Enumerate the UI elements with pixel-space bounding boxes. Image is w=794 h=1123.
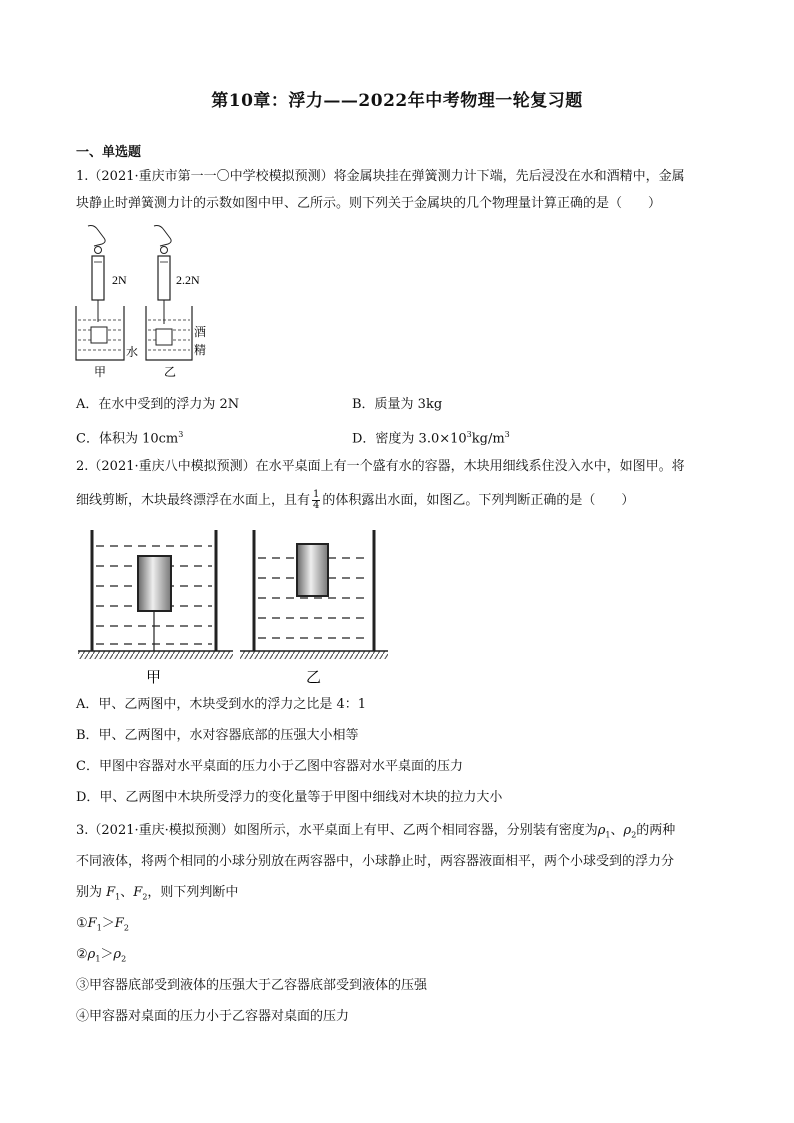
q2-right-caption: 乙 xyxy=(306,668,322,686)
q2-option-a: A．甲、乙两图中，木块受到水的浮力之比是 4：1 xyxy=(76,697,367,712)
q3-text-line-1: 3.（2021·重庆·模拟预测）如图所示，水平桌面上有甲、乙两个相同容器，分别装有密度为$\rho_1$、$\rho_2$的两种 xyxy=(76,823,676,840)
q1-figure xyxy=(72,222,222,382)
q1-left-reading: 2N xyxy=(112,273,127,287)
q1-left-liquid: 水 xyxy=(126,345,139,359)
q3-text-line-3: 别为 $F_1$、$F_2$，则下列判断中 xyxy=(76,885,239,902)
q1-right-liquid-1: 酒 xyxy=(194,325,207,339)
q1-left-setup xyxy=(76,226,124,361)
section-heading: 一、单选题 xyxy=(76,145,142,160)
q3-statement-1: $①F_1>F_2$ xyxy=(76,916,129,933)
q2-figure xyxy=(78,526,388,691)
q2-option-b: B．甲、乙两图中，水对容器底部的压强大小相等 xyxy=(76,728,359,743)
q2-left-container xyxy=(78,530,233,659)
q1-text-line-2: 块静止时弹簧测力计的示数如图中甲、乙所示。则下列关于金属块的几个物理量计算正确的是（ ） xyxy=(76,196,662,211)
q2-left-caption: 甲 xyxy=(146,668,162,686)
q1-right-caption: 乙 xyxy=(164,365,177,379)
q3-statement-4: ④甲容器对桌面的压力小于乙容器对桌面的压力 xyxy=(76,1009,350,1024)
q2-right-container xyxy=(240,530,388,659)
q3-statement-3: ③甲容器底部受到液体的压强大于乙容器底部受到液体的压强 xyxy=(76,978,428,993)
q1-right-reading: 2.2N xyxy=(176,273,200,287)
fraction-one-quarter: $\frac{1}{4}$ xyxy=(313,489,320,511)
q3-text-line-2: 不同液体，将两个相同的小球分别放在两容器中，小球静止时，两容器液面相平，两个小球受到的浮力分 xyxy=(76,854,675,869)
q1-option-d: D．密度为 $3.0\times 10^3kg/m^3$ xyxy=(352,430,510,447)
q1-option-c: C．体积为 $10cm^3$ xyxy=(76,430,184,447)
q1-right-liquid-2: 精 xyxy=(194,343,207,357)
q2-option-c: C．甲图中容器对水平桌面的压力小于乙图中容器对水平桌面的压力 xyxy=(76,759,463,774)
q2-text-line-1: 2.（2021·重庆八中模拟预测）在水平桌面上有一个盛有水的容器，木块用细线系住没入水中，如图甲。将 xyxy=(76,459,685,474)
q1-option-b: B．质量为 3kg xyxy=(352,397,443,412)
q1-text-line-1: 1.（2021·重庆市第一一〇中学校模拟预测）将金属块挂在弹簧测力计下端，先后浸没在水和酒精中，金属 xyxy=(76,169,685,184)
q1-right-setup xyxy=(146,226,192,361)
q2-option-d: D．甲、乙两图中木块所受浮力的变化量等于甲图中细线对木块的拉力大小 xyxy=(76,790,503,805)
q2-text-line-2: 细线剪断，木块最终漂浮在水面上，且有 $\frac{1}{4}$ 的体积露出水面，如图乙。下列判断正确的是（ ） xyxy=(76,489,635,511)
q3-statement-2: $②\rho_1>\rho_2$ xyxy=(76,947,127,964)
q1-option-a: A．在水中受到的浮力为 2N xyxy=(76,397,240,412)
q1-left-caption: 甲 xyxy=(94,365,107,379)
page-title: 第10章：浮力——2022年中考物理一轮复习题 xyxy=(211,91,583,111)
